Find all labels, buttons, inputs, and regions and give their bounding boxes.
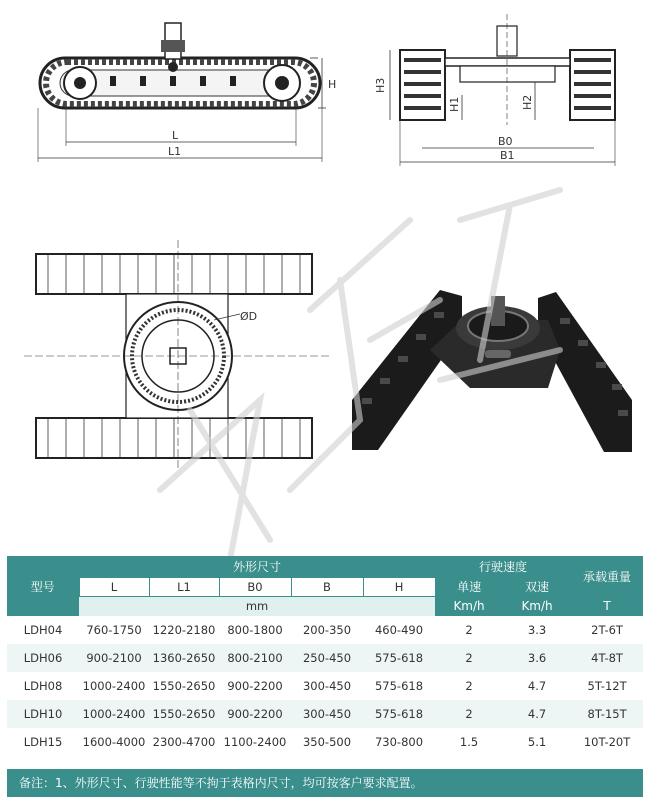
cell-b0: 800-1800 [219,616,291,644]
cell-model: LDH04 [7,616,79,644]
cell-l: 1000-2400 [79,672,149,700]
cell-load: 2T-6T [571,616,643,644]
header-dim-b0: B0 [219,577,291,596]
cell-l: 1600-4000 [79,728,149,756]
side-view-drawing [38,23,326,162]
cell-b0: 1100-2400 [219,728,291,756]
cell-l1: 1360-2650 [149,644,219,672]
product-render [352,290,632,452]
cell-l1: 2300-4700 [149,728,219,756]
cell-speed-double: 3.6 [503,644,571,672]
cell-speed-double: 5.1 [503,728,571,756]
table-note: 备注：1、外形尺寸、行驶性能等不拘于表格内尺寸，均可按客户要求配置。 [7,769,643,797]
table-row [7,672,643,700]
cell-load: 4T-8T [571,644,643,672]
header-dim-h: H [363,577,435,596]
header-dim-b: B [291,577,363,596]
dim-label-h1: H1 [448,96,461,112]
dim-label-l: L [172,129,179,142]
cell-h: 575-618 [363,700,435,728]
header-unit-kmh-2: Km/h [503,596,571,616]
cell-l: 900-2100 [79,644,149,672]
header-speed: 行驶速度 [435,556,571,577]
cell-l: 1000-2400 [79,700,149,728]
dim-label-b0: B0 [498,135,513,148]
header-model: 型号 [7,556,79,616]
header-load: 承载重量 [571,556,643,596]
cell-b: 250-450 [291,644,363,672]
cell-speed-single: 1.5 [435,728,503,756]
cell-l1: 1550-2650 [149,700,219,728]
dim-label-d: ØD [240,310,258,323]
cell-b0: 900-2200 [219,700,291,728]
cell-speed-single: 2 [435,644,503,672]
cell-b: 300-450 [291,672,363,700]
top-view-drawing [24,240,330,470]
cell-h: 575-618 [363,644,435,672]
table-row [7,644,643,672]
cell-b: 200-350 [291,616,363,644]
cell-b: 350-500 [291,728,363,756]
cell-model: LDH15 [7,728,79,756]
spec-table [7,556,643,756]
dim-label-l1: L1 [168,145,182,158]
cell-h: 730-800 [363,728,435,756]
header-speed-double: 双速 [503,577,571,596]
dim-label-h3: H3 [374,77,387,93]
cell-model: LDH06 [7,644,79,672]
dim-label-h: H [328,78,337,91]
cell-load: 8T-15T [571,700,643,728]
dim-label-h2: H2 [521,94,534,110]
cell-speed-single: 2 [435,672,503,700]
table-row [7,728,643,756]
table-row [7,616,643,644]
cell-h: 575-618 [363,672,435,700]
header-unit-mm: mm [79,596,435,616]
cell-speed-single: 2 [435,616,503,644]
header-unit-kmh-1: Km/h [435,596,503,616]
cell-model: LDH08 [7,672,79,700]
cell-speed-single: 2 [435,700,503,728]
cell-load: 10T-20T [571,728,643,756]
header-dim-l: L [79,577,149,596]
cell-speed-double: 3.3 [503,616,571,644]
cell-b: 300-450 [291,700,363,728]
cell-l1: 1220-2180 [149,616,219,644]
cell-l1: 1550-2650 [149,672,219,700]
table-row [7,700,643,728]
cell-h: 460-490 [363,616,435,644]
cell-speed-double: 4.7 [503,672,571,700]
header-dim-l1: L1 [149,577,219,596]
dim-label-b1: B1 [500,149,515,162]
cell-l: 760-1750 [79,616,149,644]
cell-b0: 800-2100 [219,644,291,672]
cell-speed-double: 4.7 [503,700,571,728]
header-unit-t: T [571,596,643,616]
cell-b0: 900-2200 [219,672,291,700]
cell-load: 5T-12T [571,672,643,700]
header-dimensions: 外形尺寸 [79,556,435,577]
cell-model: LDH10 [7,700,79,728]
header-speed-single: 单速 [435,577,503,596]
